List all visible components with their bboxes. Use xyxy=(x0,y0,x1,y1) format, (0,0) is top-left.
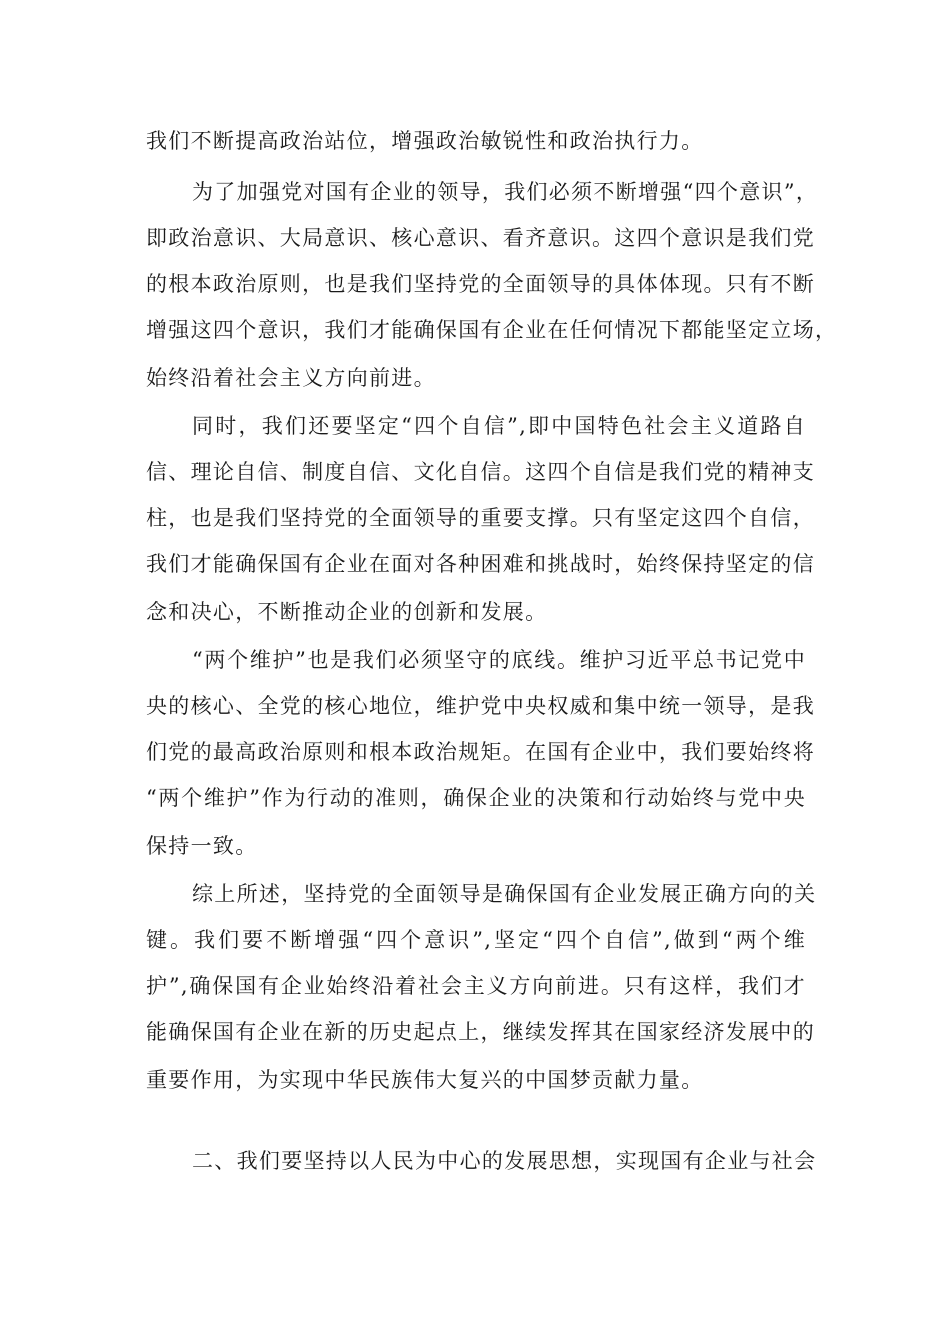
paragraph-line: 央的核心、全党的核心地位，维护党中央权威和集中统一领导，是我 xyxy=(146,694,815,718)
paragraph-line: 同时，我们还要坚定“四个自信”,即中国特色社会主义道路自 xyxy=(192,414,806,438)
paragraph-line: 信、理论自信、制度自信、文化自信。这四个自信是我们党的精神支 xyxy=(146,460,815,484)
paragraph-line: 我们不断提高政治站位，增强政治敏锐性和政治执行力。 xyxy=(146,129,704,153)
paragraph-line: 护”,确保国有企业始终沿着社会主义方向前进。只有这样，我们才 xyxy=(146,974,806,998)
paragraph-line: 增强这四个意识，我们才能确保国有企业在任何情况下都能坚定立场， xyxy=(146,318,838,342)
paragraph-line: 柱，也是我们坚持党的全面领导的重要支撑。只有坚定这四个自信， xyxy=(146,506,815,530)
paragraph-line: 能确保国有企业在新的历史起点上，继续发挥其在国家经济发展中的 xyxy=(146,1020,815,1044)
paragraph-line: 始终沿着社会主义方向前进。 xyxy=(146,366,436,390)
paragraph-line: 保持一致。 xyxy=(146,834,258,858)
paragraph-line: 即政治意识、大局意识、核心意识、看齐意识。这四个意识是我们党 xyxy=(146,226,815,250)
section-heading-line: 二、我们要坚持以人民为中心的发展思想，实现国有企业与社会 xyxy=(192,1149,817,1173)
paragraph-line: 我们才能确保国有企业在面对各种困难和挑战时，始终保持坚定的信 xyxy=(146,552,815,576)
paragraph-line: 念和决心，不断推动企业的创新和发展。 xyxy=(146,600,548,624)
paragraph-line: 为了加强党对国有企业的领导，我们必须不断增强“四个意识”， xyxy=(192,180,819,204)
paragraph-line: “两个维护”作为行动的准则，确保企业的决策和行动始终与党中央 xyxy=(146,786,806,810)
paragraph-line: 的根本政治原则，也是我们坚持党的全面领导的具体体现。只有不断 xyxy=(146,272,815,296)
paragraph-line: 综上所述，坚持党的全面领导是确保国有企业发展正确方向的关 xyxy=(192,882,817,906)
paragraph-line: 重要作用，为实现中华民族伟大复兴的中国梦贡献力量。 xyxy=(146,1068,704,1092)
paragraph-line: “两个维护”也是我们必须坚守的底线。维护习近平总书记党中 xyxy=(192,648,806,672)
paragraph-line: 键。我们要不断增强“四个意识”,坚定“四个自信”,做到“两个维 xyxy=(146,928,806,952)
paragraph-line: 们党的最高政治原则和根本政治规矩。在国有企业中，我们要始终将 xyxy=(146,740,815,764)
